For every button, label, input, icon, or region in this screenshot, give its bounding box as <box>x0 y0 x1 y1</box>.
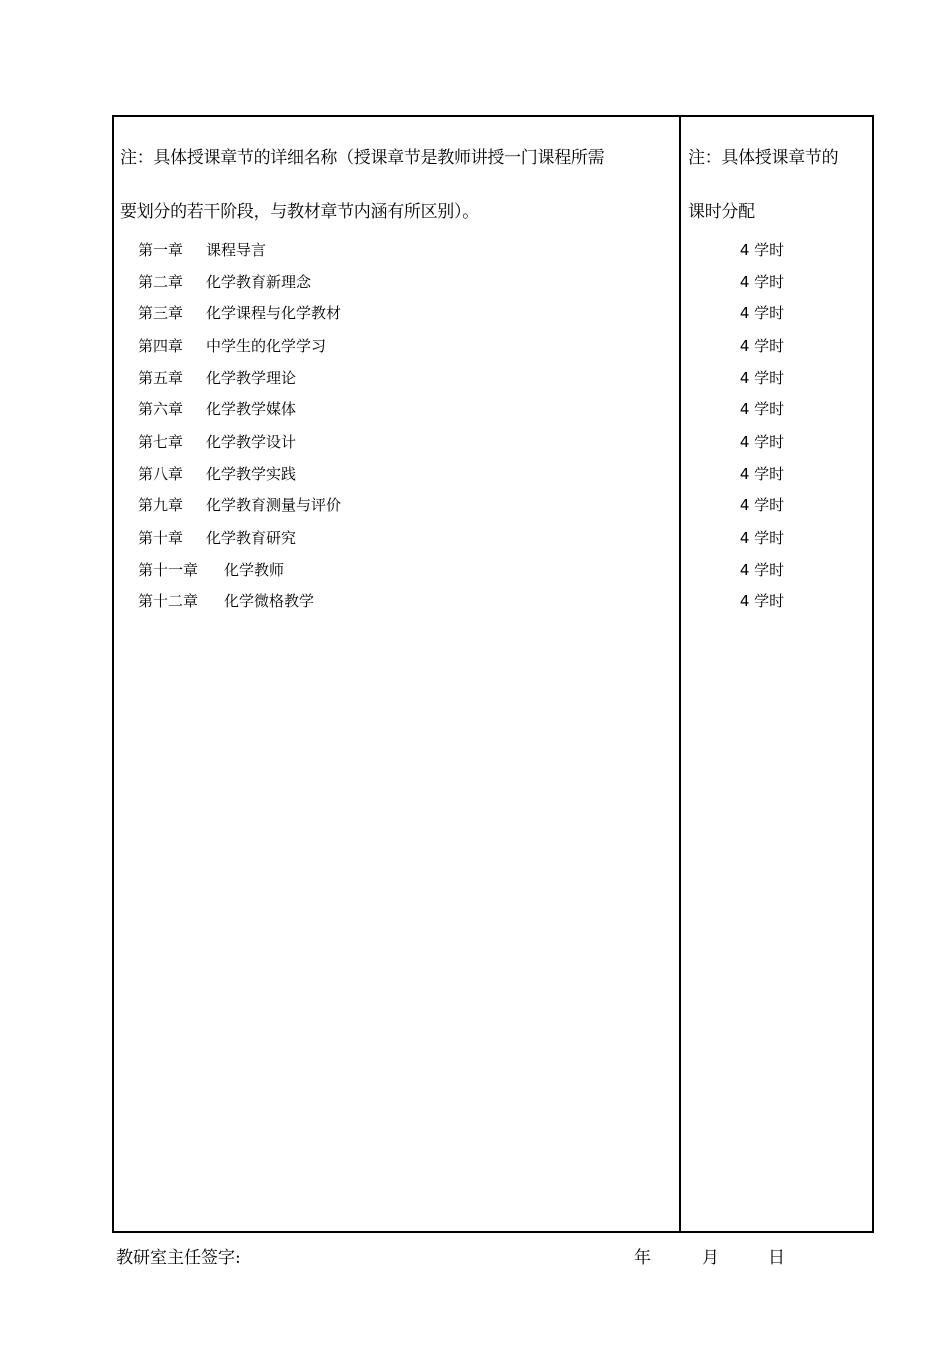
chapter-row <box>138 367 658 391</box>
chapter-number: 第十章 <box>138 529 184 547</box>
chapter-number: 第二章 <box>138 273 184 291</box>
chapter-hours: 4 学时 <box>739 369 785 387</box>
chapter-number: 第三章 <box>138 304 184 322</box>
chapter-number: 第十二章 <box>138 592 199 610</box>
chapter-number: 第一章 <box>138 241 184 259</box>
chapter-row <box>138 463 658 487</box>
note-left-line-2: 要划分的若干阶段，与教材章节内涵有所区别）。 <box>120 202 479 222</box>
chapter-number: 第十一章 <box>138 561 199 579</box>
chapter-row <box>138 302 658 326</box>
chapter-number: 第六章 <box>138 400 184 418</box>
chapter-number: 第七章 <box>138 433 184 451</box>
chapter-row <box>138 494 658 518</box>
chapter-row <box>138 431 658 455</box>
chapter-number: 第五章 <box>138 369 184 387</box>
chapter-row <box>138 239 658 263</box>
chapter-hours: 4 学时 <box>739 465 785 483</box>
chapter-hours: 4 学时 <box>739 241 785 259</box>
chapter-hours: 4 学时 <box>739 561 785 579</box>
chapter-title: 化学课程与化学教材 <box>206 304 342 322</box>
chapter-title: 化学教学媒体 <box>206 400 297 418</box>
chapter-title: 课程导言 <box>206 241 267 259</box>
signature-label: 教研室主任签字: <box>116 1248 241 1268</box>
chapter-number: 第四章 <box>138 337 184 355</box>
chapter-title: 中学生的化学学习 <box>206 337 327 355</box>
chapter-title: 化学教师 <box>224 561 285 579</box>
chapter-number: 第八章 <box>138 465 184 483</box>
chapter-hours: 4 学时 <box>739 304 785 322</box>
chapter-title: 化学教育新理念 <box>206 273 312 291</box>
note-left-line-1: 注：具体授课章节的详细名称（授课章节是教师讲授一门课程所需 <box>120 148 605 168</box>
note-right-line-1: 注：具体授课章节的 <box>688 148 839 168</box>
chapter-title: 化学教育测量与评价 <box>206 496 342 514</box>
chapter-row <box>138 559 658 583</box>
note-right-line-2: 课时分配 <box>688 202 755 222</box>
chapter-row <box>138 590 658 614</box>
chapter-title: 化学教育研究 <box>206 529 297 547</box>
chapter-hours: 4 学时 <box>739 496 785 514</box>
chapter-hours: 4 学时 <box>739 433 785 451</box>
chapter-row <box>138 335 658 359</box>
chapter-row <box>138 527 658 551</box>
chapter-hours: 4 学时 <box>739 273 785 291</box>
chapter-hours: 4 学时 <box>739 337 785 355</box>
day-label: 日 <box>768 1248 785 1268</box>
chapter-hours: 4 学时 <box>739 592 785 610</box>
column-divider <box>679 115 681 1233</box>
chapter-title: 化学微格教学 <box>224 592 315 610</box>
chapter-row <box>138 398 658 422</box>
month-label: 月 <box>702 1248 719 1268</box>
chapter-title: 化学教学实践 <box>206 465 297 483</box>
chapter-title: 化学教学设计 <box>206 433 297 451</box>
chapter-hours: 4 学时 <box>739 400 785 418</box>
chapter-title: 化学教学理论 <box>206 369 297 387</box>
chapter-hours: 4 学时 <box>739 529 785 547</box>
chapter-row <box>138 271 658 295</box>
chapter-number: 第九章 <box>138 496 184 514</box>
year-label: 年 <box>634 1248 651 1268</box>
